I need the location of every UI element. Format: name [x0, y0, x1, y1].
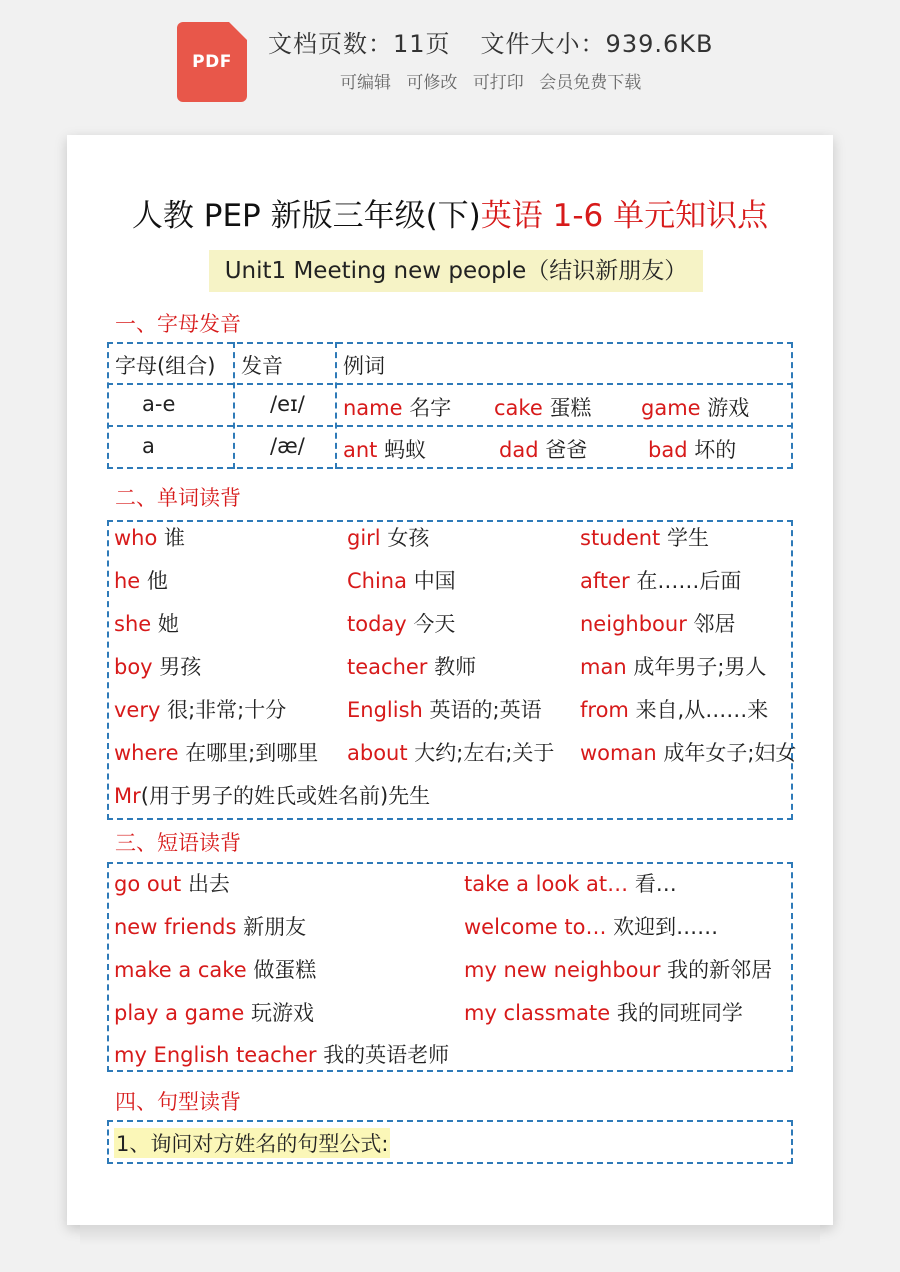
unit-heading: Unit1 Meeting new people（结识新朋友）: [209, 250, 703, 292]
word-item: he 他: [114, 569, 168, 593]
phrase-item: go out 出去: [114, 872, 230, 896]
word-item: man 成年男子;男人: [580, 655, 767, 679]
section-heading-sentences: 四、句型读背: [115, 1090, 241, 1114]
word-item: woman 成年女子;妇女: [580, 741, 797, 765]
phonics-example: ant 蚂蚁: [343, 438, 427, 462]
file-size: 文件大小：939.6KB: [480, 30, 714, 58]
phrase-item: welcome to… 欢迎到……: [464, 915, 719, 939]
phrase-item: my new neighbour 我的新邻居: [464, 958, 773, 982]
feature-printable: 可打印: [472, 73, 524, 93]
word-item: girl 女孩: [347, 526, 430, 550]
word-item: student 学生: [580, 526, 709, 550]
document-page: [67, 135, 833, 1225]
phrase-item: make a cake 做蛋糕: [114, 958, 317, 982]
page-shadow: [80, 1225, 820, 1245]
word-item: teacher 教师: [347, 655, 477, 679]
section-heading-words: 二、单词读背: [115, 486, 241, 510]
phrase-item: new friends 新朋友: [114, 915, 307, 939]
word-item: after 在……后面: [580, 569, 742, 593]
phonics-example: cake 蛋糕: [494, 396, 592, 420]
phrase-item: take a look at… 看…: [464, 872, 677, 896]
word-item: boy 男孩: [114, 655, 202, 679]
phonics-header-sound: 发音: [241, 354, 283, 378]
phonics-letters: a-e: [142, 392, 176, 416]
word-item: English 英语的;英语: [347, 698, 542, 722]
doc-title: 人教 PEP 新版三年级(下)英语 1-6 单元知识点: [131, 198, 769, 234]
word-item: neighbour 邻居: [580, 612, 736, 636]
phonics-example: dad 爸爸: [499, 438, 588, 462]
word-item: Mr(用于男子的姓氏或姓名前)先生: [114, 784, 431, 808]
phonics-header-examples: 例词: [343, 354, 385, 378]
sentence-pattern-1: 1、询问对方姓名的句型公式:: [114, 1128, 390, 1158]
phonics-example: bad 坏的: [648, 438, 737, 462]
phonics-letters: a: [142, 434, 155, 458]
word-item: she 她: [114, 612, 179, 636]
word-item: very 很;非常;十分: [114, 698, 287, 722]
word-item: where 在哪里;到哪里: [114, 741, 319, 765]
page-count: 文档页数：11页: [268, 30, 451, 58]
section-heading-phonics: 一、字母发音: [115, 312, 241, 336]
feature-list: [340, 68, 651, 93]
feature-editable: 可编辑: [340, 73, 391, 93]
pdf-file-icon: PDF: [177, 22, 247, 102]
word-item: China 中国: [347, 569, 456, 593]
word-item: about 大约;左右;关于: [347, 741, 555, 765]
word-item: today 今天: [347, 612, 456, 636]
phonics-example: name 名字: [343, 396, 452, 420]
section-heading-phrases: 三、短语读背: [115, 831, 241, 855]
phrase-item: my classmate 我的同班同学: [464, 1001, 743, 1025]
phonics-sound: /æ/: [270, 434, 305, 458]
feature-member-download: 会员免费下载: [539, 73, 642, 93]
word-item: from 来自,从……来: [580, 698, 769, 722]
doc-meta-line: [268, 24, 713, 59]
word-item: who 谁: [114, 526, 186, 550]
phrase-item: play a game 玩游戏: [114, 1001, 314, 1025]
phonics-header-letters: 字母(组合): [115, 354, 216, 378]
phonics-sound: /eɪ/: [270, 392, 305, 416]
phonics-example: game 游戏: [641, 396, 750, 420]
doc-info-header: [0, 0, 900, 120]
phrase-item: my English teacher 我的英语老师: [114, 1043, 450, 1067]
sentence-box: [107, 1120, 793, 1164]
feature-modifiable: 可修改: [406, 73, 458, 93]
